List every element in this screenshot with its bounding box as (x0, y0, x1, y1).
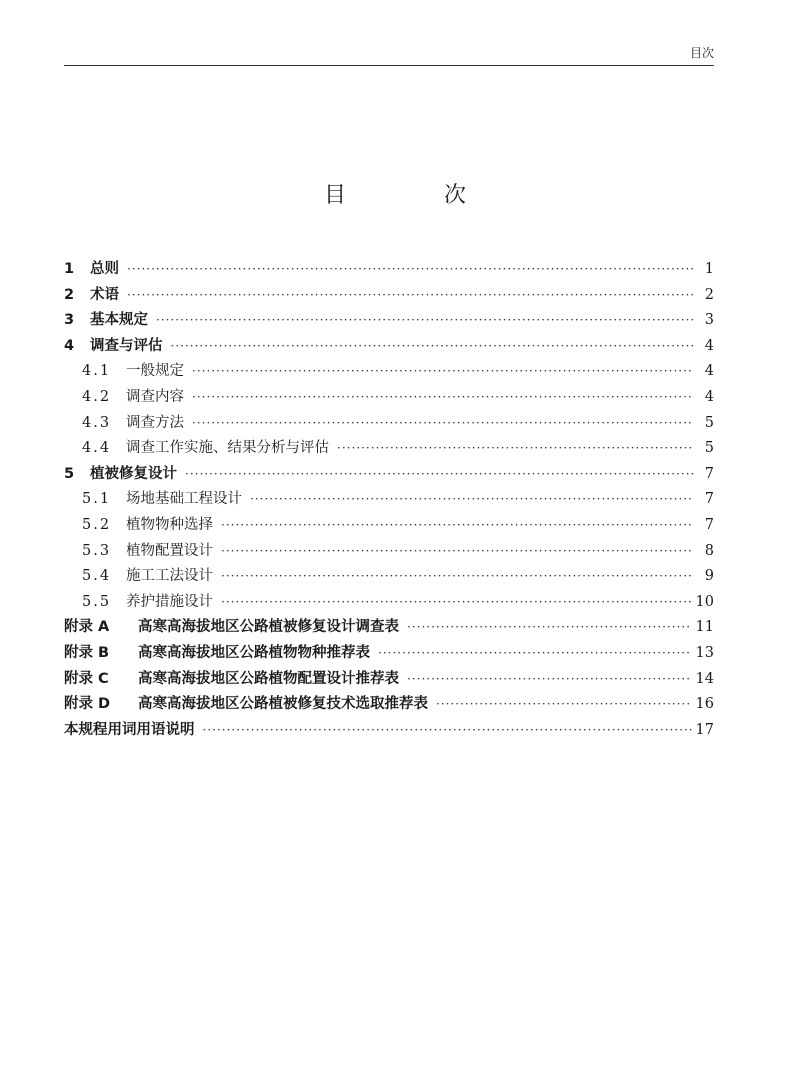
toc-entry-page: 9 (704, 568, 714, 585)
toc-entry-label: 基本规定 (90, 312, 148, 329)
toc-entry-page: 5 (704, 440, 714, 457)
toc-entry-label: 场地基础工程设计 (126, 491, 242, 508)
toc-entry[interactable] (64, 615, 714, 641)
toc-entry-number: 5.1 (82, 491, 112, 508)
toc-entry-label: 调查内容 (126, 388, 184, 405)
toc-entry[interactable] (64, 667, 714, 693)
toc-entry-number: 5.3 (82, 542, 112, 559)
toc-entry-label: 调查与评估 (90, 337, 163, 354)
toc-entry[interactable] (64, 283, 714, 309)
toc-entry[interactable] (64, 257, 714, 283)
toc-entry[interactable] (64, 462, 714, 488)
toc-entry-page: 4 (704, 337, 714, 354)
table-of-contents (64, 257, 714, 743)
toc-entry-number: 5 (64, 465, 75, 482)
toc-entry-label: 高寒高海拔地区公路植物物种推荐表 (138, 644, 370, 661)
dot-leader (156, 313, 694, 327)
toc-entry-page: 5 (704, 414, 714, 431)
toc-entry-page: 4 (704, 363, 714, 380)
toc-entry-number: 5.5 (82, 593, 112, 610)
dot-leader (250, 492, 694, 506)
toc-entry-number: 5.2 (82, 516, 112, 533)
dot-leader (127, 288, 694, 302)
dot-leader (221, 569, 694, 583)
toc-entry[interactable] (64, 411, 714, 437)
toc-entry-page: 13 (695, 644, 714, 661)
toc-entry-page: 10 (695, 593, 714, 610)
toc-entry-number: 附录 D (64, 696, 111, 713)
dot-leader (192, 390, 694, 404)
toc-entry-number: 4.3 (82, 414, 112, 431)
toc-entry-label: 调查方法 (126, 414, 184, 431)
toc-entry-page: 7 (704, 516, 714, 533)
dot-leader (192, 416, 694, 430)
toc-entry-number: 3 (64, 312, 75, 329)
toc-entry[interactable] (64, 513, 714, 539)
page-title: 目 次 (323, 183, 504, 208)
toc-entry-page: 1 (704, 261, 714, 277)
toc-entry-number: 2 (64, 286, 75, 303)
toc-entry-page: 17 (695, 721, 714, 738)
toc-entry[interactable] (64, 436, 714, 462)
dot-leader (378, 646, 692, 660)
toc-entry-number: 附录 B (64, 644, 110, 661)
toc-entry-label: 高寒高海拔地区公路植被修复技术选取推荐表 (138, 696, 428, 713)
dot-leader (221, 518, 694, 532)
toc-entry-label: 施工工法设计 (126, 568, 213, 585)
header-rule (64, 65, 714, 66)
toc-entry[interactable] (64, 487, 714, 513)
toc-entry[interactable] (64, 641, 714, 667)
dot-leader (221, 544, 694, 558)
toc-entry-label: 养护措施设计 (126, 593, 213, 610)
toc-entry[interactable] (64, 590, 714, 616)
toc-entry-page: 3 (704, 312, 714, 329)
toc-entry-label: 植被修复设计 (90, 465, 177, 482)
toc-entry[interactable] (64, 718, 714, 744)
toc-entry-label: 本规程用词用语说明 (64, 721, 195, 738)
toc-entry-page: 16 (695, 696, 714, 713)
dot-leader (337, 441, 694, 455)
toc-entry-page: 7 (704, 491, 714, 508)
toc-entry-number: 1 (64, 261, 75, 277)
dot-leader (203, 723, 692, 737)
toc-entry-number: 附录 A (64, 619, 110, 636)
toc-entry[interactable] (64, 385, 714, 411)
dot-leader (407, 620, 692, 634)
toc-entry-page: 4 (704, 388, 714, 405)
toc-entry-page: 8 (704, 542, 714, 559)
dot-leader (171, 339, 695, 353)
toc-entry-label: 术语 (90, 286, 119, 303)
toc-entry[interactable] (64, 539, 714, 565)
toc-entry-label: 总则 (90, 261, 119, 277)
toc-entry-page: 2 (704, 286, 714, 303)
toc-entry-label: 植物物种选择 (126, 516, 213, 533)
toc-entry-label: 植物配置设计 (126, 542, 213, 559)
dot-leader (185, 467, 694, 481)
toc-entry-label: 高寒高海拔地区公路植物配置设计推荐表 (138, 670, 399, 687)
toc-entry-label: 高寒高海拔地区公路植被修复设计调查表 (138, 619, 399, 636)
toc-entry-number: 4.4 (82, 440, 112, 457)
toc-entry-page: 7 (704, 465, 714, 482)
toc-entry-label: 调查工作实施、结果分析与评估 (126, 440, 329, 457)
toc-entry[interactable] (64, 359, 714, 385)
toc-entry-number: 4 (64, 337, 75, 354)
toc-entry[interactable] (64, 692, 714, 718)
toc-entry-page: 11 (695, 619, 714, 636)
toc-entry-number: 5.4 (82, 568, 112, 585)
running-header: 目次 (689, 46, 714, 60)
toc-entry[interactable] (64, 334, 714, 360)
toc-entry[interactable] (64, 308, 714, 334)
toc-entry-number: 附录 C (64, 670, 109, 687)
toc-entry-number: 4.1 (82, 363, 112, 380)
toc-entry-number: 4.2 (82, 388, 112, 405)
dot-leader (192, 364, 694, 378)
dot-leader (436, 697, 692, 711)
toc-entry-page: 14 (695, 670, 714, 687)
toc-entry-label: 一般规定 (126, 363, 184, 380)
dot-leader (221, 595, 692, 609)
dot-leader (127, 262, 694, 276)
toc-entry[interactable] (64, 564, 714, 590)
dot-leader (407, 672, 692, 686)
